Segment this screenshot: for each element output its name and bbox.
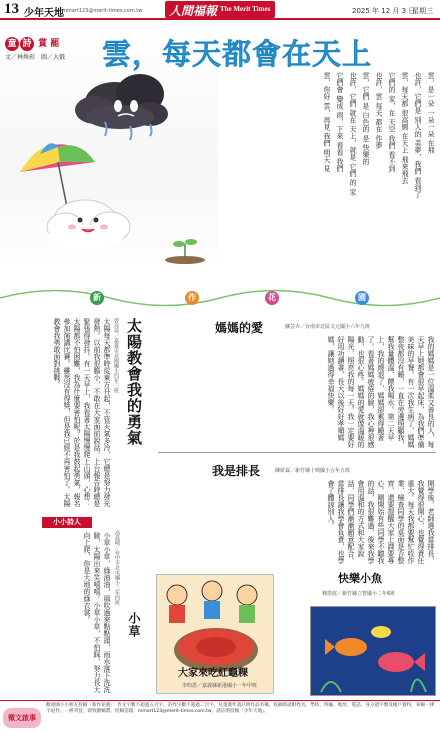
article-byline-leader: 陳妍霖／新竹縣十興國小五年五班 bbox=[275, 468, 351, 474]
poem-tag-char-1: 童 bbox=[5, 37, 19, 51]
newspaper-logo bbox=[165, 1, 275, 18]
article-byline-turtle: 李昀恩／嘉義縣新港國小一年甲班 bbox=[182, 683, 258, 689]
poem-title: 雲，每天都會在天上 bbox=[102, 37, 373, 71]
poem-line: 它們會 變成 雨，下來 看看 我們 bbox=[336, 72, 344, 172]
poem-tag-char-2: 詩 bbox=[20, 37, 34, 51]
call-for-submissions-tag: 徵文啟事 bbox=[3, 708, 41, 728]
article-body-leader bbox=[160, 480, 436, 570]
poem-credit: 文／林煥彰 圖／大俄 bbox=[5, 54, 66, 61]
divider-char-4: 園 bbox=[355, 291, 369, 305]
issue-date: 2025 年 12 月 3 日 bbox=[352, 7, 416, 15]
poem-line: 也許，它們是 別人的 美夢，我們 看到了 bbox=[414, 72, 422, 198]
article-title-turtle: 大家來吃紅龜粿 bbox=[178, 668, 248, 679]
vine-decoration bbox=[0, 283, 440, 313]
logo-english: The Merit Times bbox=[220, 5, 271, 13]
poem-body bbox=[222, 72, 436, 272]
article-body-brave bbox=[4, 318, 112, 513]
page-header bbox=[0, 0, 440, 20]
divider-char-3: 花 bbox=[265, 291, 279, 305]
poem-line: 雲，每天都 很高興 在天上 飛來飛去 bbox=[401, 72, 409, 184]
article-title-brave: 太陽教會我的勇氣 bbox=[125, 318, 143, 446]
logo-chinese: 人間福報 bbox=[169, 4, 218, 18]
article-byline-mom: 蘇芸卉／台南市北區文元國小六年九班 bbox=[285, 324, 371, 330]
poem-line: 也許，雲 每天 都在 作夢 bbox=[375, 72, 383, 149]
article-title-fish: 快樂小魚 bbox=[338, 572, 382, 585]
poem-line: 雲，是一朵 一朵一朵 在飛 bbox=[427, 72, 435, 154]
issue-weekday: 星期三 bbox=[412, 7, 433, 15]
article-title-mom: 媽媽的愛 bbox=[215, 321, 264, 335]
call-for-submissions-text: 歡迎國小小朋友投稿「新作花園」：作文字數不超過五百字，詩作字數不超過二百字，兒童畫作請註明作品名稱。投稿時請附姓名、學校、班級、地址、電話、身分證字號及帳戶資料，來稿一律不退件。一經刊登，即致贈稿費。投稿信箱：mmart123@merit-times.com.tw，請註明投稿「少年天地」。 bbox=[46, 703, 435, 715]
article-text: 我的媽媽是一位溫柔又善良的人，每天早上她都會很早起床，為我們準備美味的早餐。有一次我生病了，媽媽整夜都沒有睡，一直在旁邊照顧我，幫我量體溫、餵我喝水。第二天早上，我的燒退了，媽媽卻累得睡著了。看著媽媽疲倦的臉，我心裡很感動，也很心疼。媽媽的愛就像溫暖的陽光，照亮我的每一天。我一定要好好用功讀書，長大以後好好孝順媽媽，讓她過得幸福快樂。 bbox=[327, 336, 435, 448]
happy-cloud-icon bbox=[47, 200, 130, 249]
article-text: 太陽每天都準時從東方升起，不管天氣多冷，它總是努力發光發熱。以前我很膽小，不敢在大家面前說話，上台報告時總是緊張得發抖。有一天早上，我看著太陽慢慢爬上山頭，心想：太陽都不怕困難，我為什麼要害怕呢？於是我鼓起勇氣，報名參加演講比賽。雖然沒有得獎，但是我已經不再害怕了。太陽教會我勇敢面對挑戰。 bbox=[53, 318, 111, 507]
small-poet-tag: 小小詩人 bbox=[42, 517, 92, 528]
article-byline-fish: 穆恩庭／新竹縣立智國小二年6班 bbox=[322, 591, 396, 597]
happy-fish-drawing bbox=[310, 606, 436, 696]
header-email: mmart123@merit-times.com.tw bbox=[62, 8, 143, 14]
article-text: 小草小草，綠油油，風吹過來點點頭，雨水落下洗洗臉，太陽出來笑嘻嘻。小草小草，不怕踩，努力長大向上爬，你是大地的綠衣裳。 bbox=[83, 532, 111, 693]
article-byline-brave: 曾亮瑄／嘉義市北園國小四年三班 bbox=[113, 318, 119, 393]
poem-line: 也許，它們 就在 天上，就是 它們 的 家 bbox=[349, 72, 357, 196]
poem-line: 雲，它們 是 白色的 是 快樂的 bbox=[362, 72, 370, 165]
page-number: 13 bbox=[4, 1, 19, 17]
divider-char-1: 新 bbox=[90, 291, 104, 305]
sprout-icon bbox=[165, 239, 205, 264]
poem-line: 雲，你好 雲，再見 我們 明天 見 bbox=[323, 72, 331, 172]
article-title-leader: 我是排長 bbox=[212, 464, 261, 478]
article-body-grass bbox=[4, 532, 112, 696]
article-text: 開學後，老師選我當排長，我覺得很開心，也覺得責任重大。每天我都要幫忙收作業、檢查同學的桌面是否整齊，還要提醒大家上課要專心。剛開始有些同學不聽我的話，我很難過，後來我學會用溫和的方式和大家說話，同學們漸漸願意配合。當排長讓我學會負責，也學會了體諒別人。 bbox=[327, 480, 435, 564]
divider-line bbox=[158, 452, 436, 453]
divider-char-2: 作 bbox=[185, 291, 199, 305]
section-divider bbox=[0, 283, 440, 313]
dark-cloud-icon bbox=[75, 74, 168, 140]
poem-line: 它們的 家，在 天空 我們 看不到 bbox=[388, 72, 396, 172]
poem-tag bbox=[5, 36, 59, 51]
poem-tag-suffix: 賞 罷 bbox=[38, 39, 60, 49]
fish-illustration bbox=[311, 607, 436, 696]
article-body-mom bbox=[160, 336, 436, 448]
section-name: 少年天地 bbox=[24, 8, 64, 19]
article-byline-grass: 高晨晴／台中市北屯國小三年四班 bbox=[114, 530, 120, 605]
article-title-grass: 小草 bbox=[127, 612, 141, 638]
